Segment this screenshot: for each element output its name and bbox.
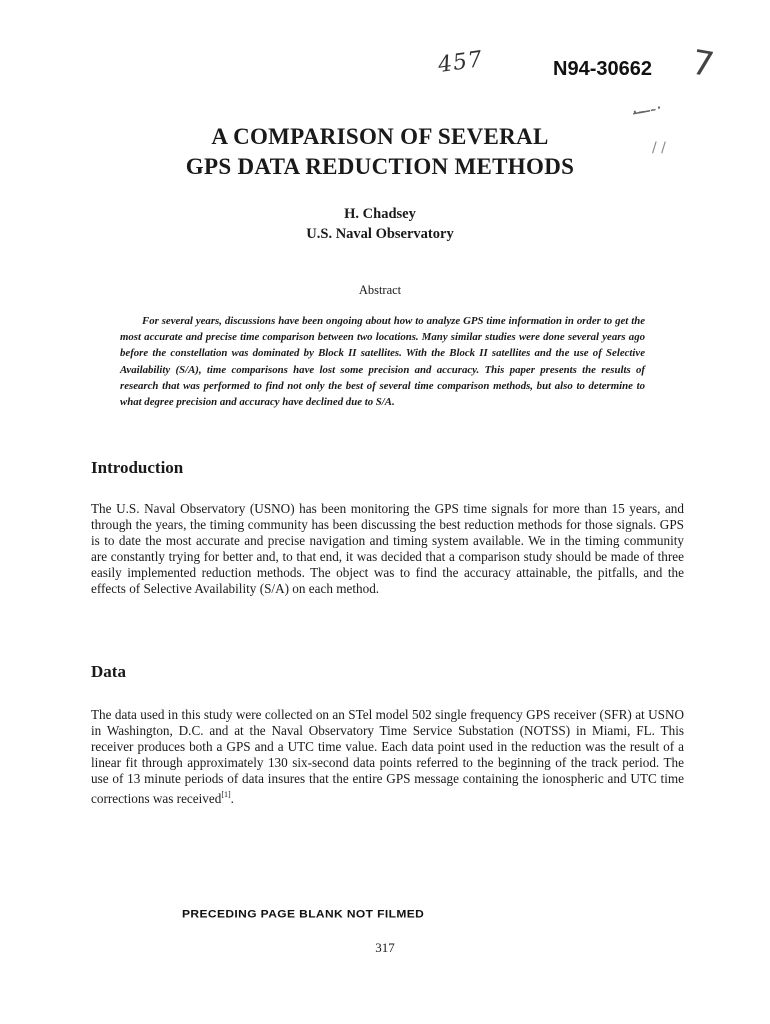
data-paragraph-text: The data used in this study were collected on an STel model 502 single frequency GPS receiver (SFR) at USNO in Washington, D.C. and at the Naval Observatory Time Service Substation (NOTSS) in Miami, FL. This receiver produces both a GPS and a UTC time value. Each data point used in the reduction was the result of a linear fit through approximately 130 six-second data points referred to the beginning of the track period. The use of 13 minute periods of data insures that the entire GPS message containing the ionospheric and UTC time corrections was received <box>91 707 684 806</box>
margin-mark: 7 <box>688 42 717 86</box>
margin-mark: / / <box>652 140 666 156</box>
author-affiliation: U.S. Naval Observatory <box>306 226 454 242</box>
abstract-text: For several years, discussions have been ongoing about how to analyze GPS time information in order to get the most accurate and precise time comparison between two locations. Many similar studies were done several years ago before the constellation was dominated by Block II satellites. With the Block II satellites and the use of Selective Availability (S/A), time comparisons have lost some precision and accuracy. This paper presents the results of research that was performed to find not only the best of several time comparison methods, but also to determine to what degree precision and accuracy have declined due to S/A. <box>120 315 645 409</box>
citation-reference: [1] <box>221 790 231 799</box>
abstract-heading: Abstract <box>358 283 402 297</box>
data-paragraph <box>91 707 684 807</box>
accession-number: N94-30662 <box>553 58 652 80</box>
margin-mark: ·-̶ ̶-· <box>630 97 664 124</box>
title-line: A COMPARISON OF SEVERAL <box>211 124 549 149</box>
author-name: H. Chadsey <box>344 206 416 222</box>
page-number: 317 <box>375 940 395 955</box>
section-heading-data: Data <box>91 662 126 681</box>
paper-title <box>100 122 660 182</box>
author-block <box>200 204 560 244</box>
introduction-paragraph: The U.S. Naval Observatory (USNO) has been monitoring the GPS time signals for more than 15 years, and through the years, the timing community has been discussing the best reduction methods for those signals. GPS is to date the most accurate and precise navigation and timing system available. We in the timing community are constantly trying for better and, to that end, it was decided that a comparison study should be made of three easily implemented reduction methods. The object was to find the accuracy attainable, the pitfalls, and the effects of Selective Availability (S/A) on each method. <box>91 501 684 596</box>
preceding-page-stamp: PRECEDING PAGE BLANK NOT FILMED <box>182 907 425 921</box>
section-heading-introduction: Introduction <box>91 458 184 477</box>
data-paragraph-end: . <box>230 791 234 806</box>
handwritten-number: 457 <box>436 46 485 79</box>
title-line: GPS DATA REDUCTION METHODS <box>185 154 575 179</box>
